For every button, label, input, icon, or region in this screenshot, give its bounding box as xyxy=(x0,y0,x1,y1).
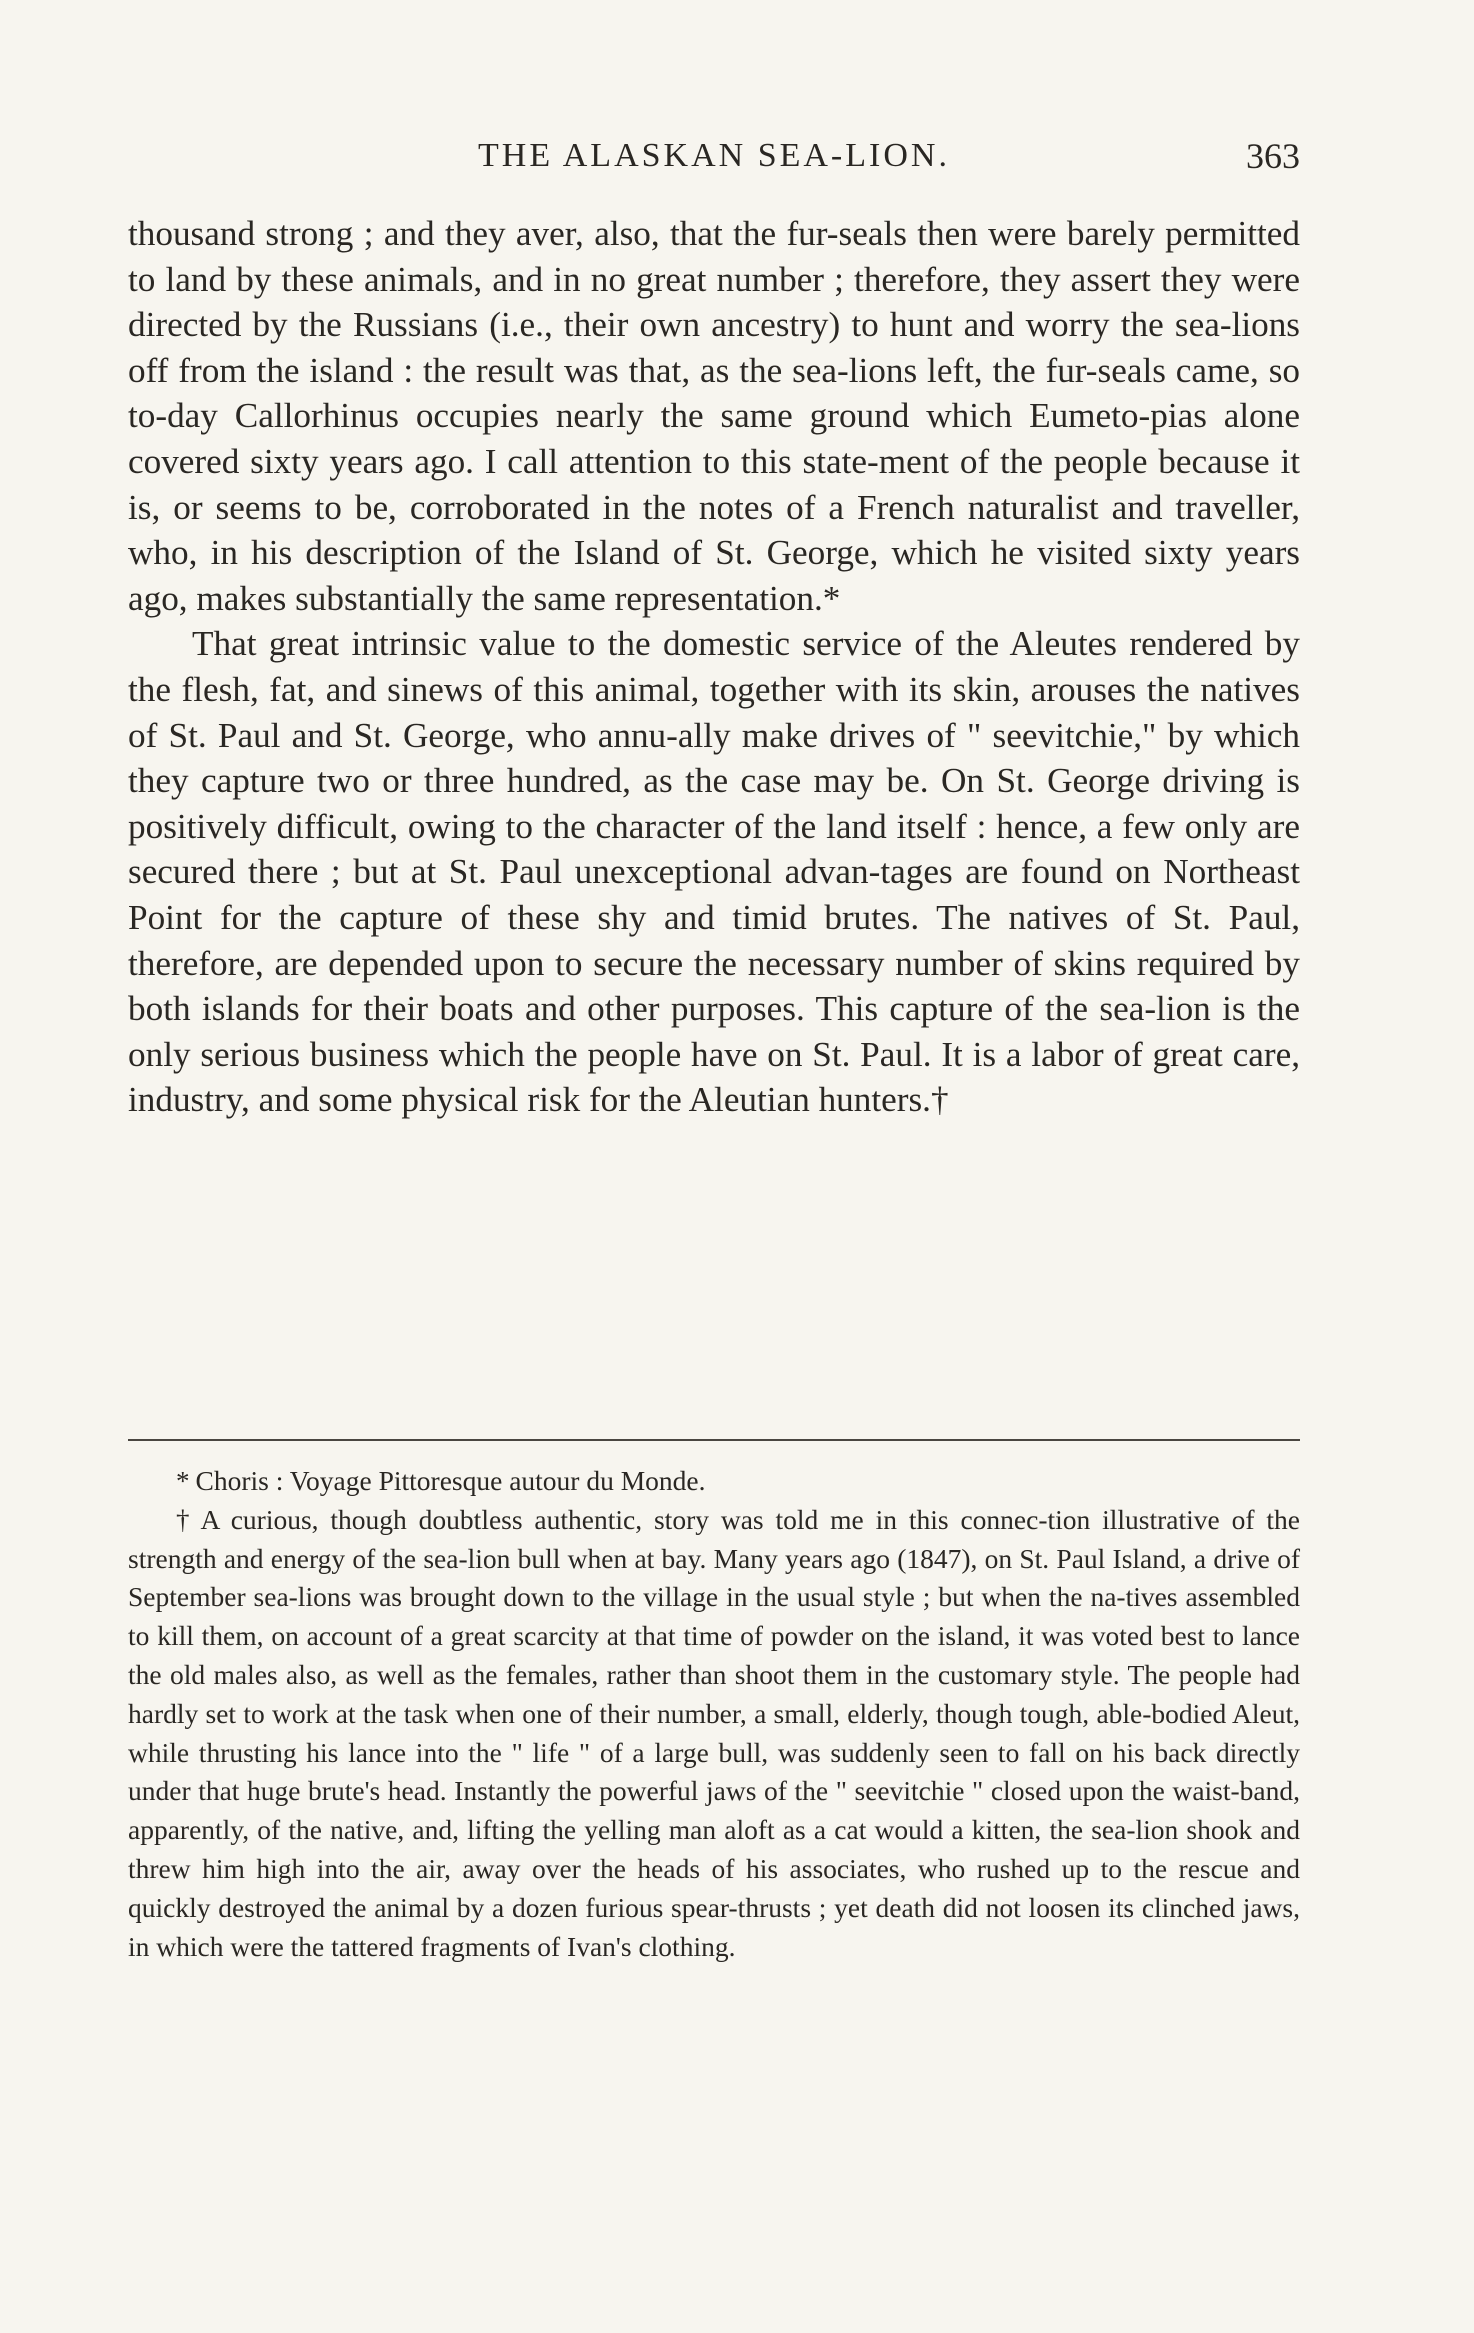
paragraph-2: That great intrinsic value to the domestic service of the Aleutes rendered by the flesh, fat, and sinews of this animal, together with its skin, arouses the natives of St. Paul and St. George, who annu-ally make drives of " seevitchie," by which they capture two or three hundred, as the case may be. On St. George driving is positively difficult, owing to the character of the land itself : hence, a few only are secured there ; but at St. Paul unexceptional advan-tages are found on Northeast Point for the capture of these shy and timid brutes. The natives of St. Paul, therefore, are depended upon to secure the necessary number of skins required by both islands for their boats and other purposes. This capture of the sea-lion is the only serious business which the people have on St. Paul. It is a labor of great care, industry, and some physical risk for the Aleutian hunters.† xyxy=(128,624,1300,1120)
paragraph-1: thousand strong ; and they aver, also, that the fur-seals then were barely permitted to land by these animals, and in no great number ; therefore, they assert they were directed by the Russians (i.e., their own ancestry) to hunt and worry the sea-lions off from the island : the result was that, as the sea-lions left, the fur-seals came, so to-day Callorhinus occupies nearly the same ground which Eumeto-pias alone covered sixty years ago. I call attention to this state-ment of the people because it is, or seems to be, corroborated in the notes of a French naturalist and traveller, who, in his description of the Island of St. George, which he visited sixty years ago, makes substantially the same representation.* xyxy=(128,214,1300,618)
footnote-1 xyxy=(128,1462,1300,1501)
running-title: THE ALASKAN SEA-LION. xyxy=(478,137,950,174)
footnote-rule xyxy=(128,1439,1300,1441)
footnote-1-text: Choris : Voyage Pittoresque autour du Monde. xyxy=(195,1465,706,1496)
footnote-1-marker: * xyxy=(176,1466,190,1496)
page-number: 363 xyxy=(1246,136,1300,176)
footnote-2-text: A curious, though doubtless authentic, story was told me in this connec-tion illustrative of the strength and energy of the sea-lion bull when at bay. Many years ago (1847), on St. Paul Island, a drive of September sea-lions was brought down to the village in the usual style ; but when the na-tives assembled to kill them, on account of a great scarcity at that time of powder on the island, it was voted best to lance the old males also, as well as the females, rather than shoot them in the customary style. The people had hardly set to work at the task when one of their number, a small, elderly, though tough, able-bodied Aleut, while thrusting his lance into the " life " of a large bull, was suddenly seen to fall on his back directly under that huge brute's head. Instantly the powerful jaws of the " seevitchie " closed upon the waist-band, apparently, of the native, and, lifting the yelling man aloft as a cat would a kitten, the sea-lion shook and threw him high into the air, away over the heads of his associates, who rushed up to the rescue and quickly destroyed the animal by a dozen furious spear-thrusts ; yet death did not loosen its clinched jaws, in which were the tattered fragments of Ivan's clothing. xyxy=(128,1503,1300,1962)
footnote-2-marker: † xyxy=(176,1504,195,1535)
main-text xyxy=(128,211,1300,1123)
footnotes xyxy=(128,1462,1300,1966)
running-head xyxy=(128,132,1300,180)
footnote-2 xyxy=(128,1501,1300,1967)
